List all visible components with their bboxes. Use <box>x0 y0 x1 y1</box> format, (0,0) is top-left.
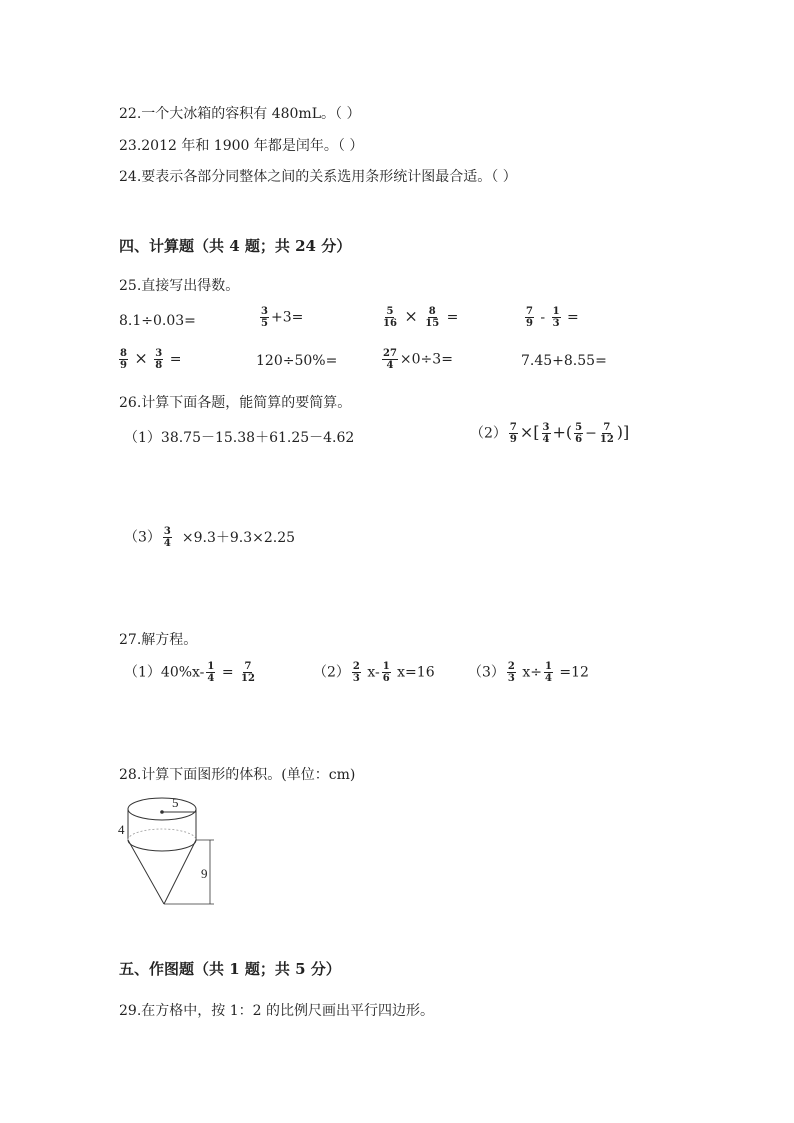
question-29: 29.在方格中，按 1：2 的比例尺画出平行四边形。 <box>119 1003 434 1019</box>
fraction: $\frac{5}{16}$ <box>383 306 397 329</box>
cylinder-height-label: 4 <box>118 822 125 837</box>
fraction: $\frac{2}{3}$ <box>352 661 360 684</box>
q26-part-3: （3） $\frac{3}{4}$ ×9.3＋9.3×2.25 <box>124 526 296 549</box>
cylinder-bottom-arc <box>128 840 196 851</box>
q25-item-g: $\frac{27}{4}$ ×0÷3= <box>383 348 453 371</box>
question-22: 22.一个大冰箱的容积有 480mL。（ ） <box>119 106 361 122</box>
q25-item-b: $\frac{3}{5}$ +3= <box>261 306 304 329</box>
q25-item-f: 120÷50%= <box>256 353 338 369</box>
cylinder-hidden-arc <box>128 829 196 840</box>
q25-item-e: $\frac{8}{9}$ × $\frac{3}{8}$ = <box>120 348 182 371</box>
question-23: 23.2012 年和 1900 年都是闰年。（ ） <box>119 138 364 154</box>
fraction: $\frac{3}{4}$ <box>542 422 550 445</box>
fraction: $\frac{1}{3}$ <box>552 306 560 329</box>
fraction: $\frac{8}{9}$ <box>120 348 127 371</box>
cylinder-top-ellipse <box>128 798 196 820</box>
q26-part-2: （2） $\frac{7}{9}$ ×[ $\frac{3}{4}$ +( $\frac{5}{6}$ − $\frac{7}{12}$ )] <box>470 422 630 445</box>
fraction: $\frac{5}{6}$ <box>575 422 583 445</box>
fraction: $\frac{27}{4}$ <box>383 348 397 371</box>
q27-part-1: （1）40%x- $\frac{1}{4}$ = $\frac{7}{12}$ <box>124 661 255 684</box>
fraction: $\frac{3}{5}$ <box>261 306 268 329</box>
question-25-title: 25.直接写出得数。 <box>119 278 240 294</box>
cylinder-cone-figure <box>112 790 222 915</box>
question-27-title: 27.解方程。 <box>119 632 198 648</box>
question-24: 24.要表示各部分同整体之间的关系选用条形统计图最合适。（ ） <box>119 169 517 185</box>
q26-part-1: （1）38.75－15.38＋61.25－4.62 <box>124 430 355 446</box>
q25-item-h: 7.45+8.55= <box>521 353 607 369</box>
q27-part-3: （3） $\frac{2}{3}$ x÷ $\frac{1}{4}$ =12 <box>468 661 589 684</box>
fraction: $\frac{2}{3}$ <box>507 661 515 684</box>
fraction: $\frac{7}{9}$ <box>526 306 533 329</box>
fraction: $\frac{1}{4}$ <box>544 661 552 684</box>
q27-part-2: （2） $\frac{2}{3}$ x- $\frac{1}{6}$ x=16 <box>313 661 435 684</box>
question-28-title: 28.计算下面图形的体积。(单位：cm) <box>119 767 356 783</box>
fraction: $\frac{1}{4}$ <box>207 661 215 684</box>
q25-item-d: $\frac{7}{9}$ - $\frac{1}{3}$ = <box>526 306 579 329</box>
fraction: $\frac{7}{9}$ <box>509 422 517 445</box>
q25-item-a: 8.1÷0.03= <box>119 313 196 329</box>
section-4-title: 四、计算题（共 4 题；共 24 分） <box>119 237 352 255</box>
section-5-title: 五、作图题（共 1 题；共 5 分） <box>119 960 341 978</box>
question-26-title: 26.计算下面各题，能简算的要简算。 <box>119 395 352 411</box>
fraction: $\frac{7}{12}$ <box>241 661 255 684</box>
fraction: $\frac{3}{8}$ <box>155 348 163 371</box>
fraction: $\frac{7}{12}$ <box>599 422 614 445</box>
cone-height-label: 9 <box>201 866 208 881</box>
fraction: $\frac{8}{15}$ <box>425 306 440 329</box>
radius-label: 5 <box>172 795 179 810</box>
fraction: $\frac{1}{6}$ <box>382 661 390 684</box>
q25-item-c: $\frac{5}{16}$ × $\frac{8}{15}$ = <box>383 306 459 329</box>
fraction: $\frac{3}{4}$ <box>163 526 171 549</box>
